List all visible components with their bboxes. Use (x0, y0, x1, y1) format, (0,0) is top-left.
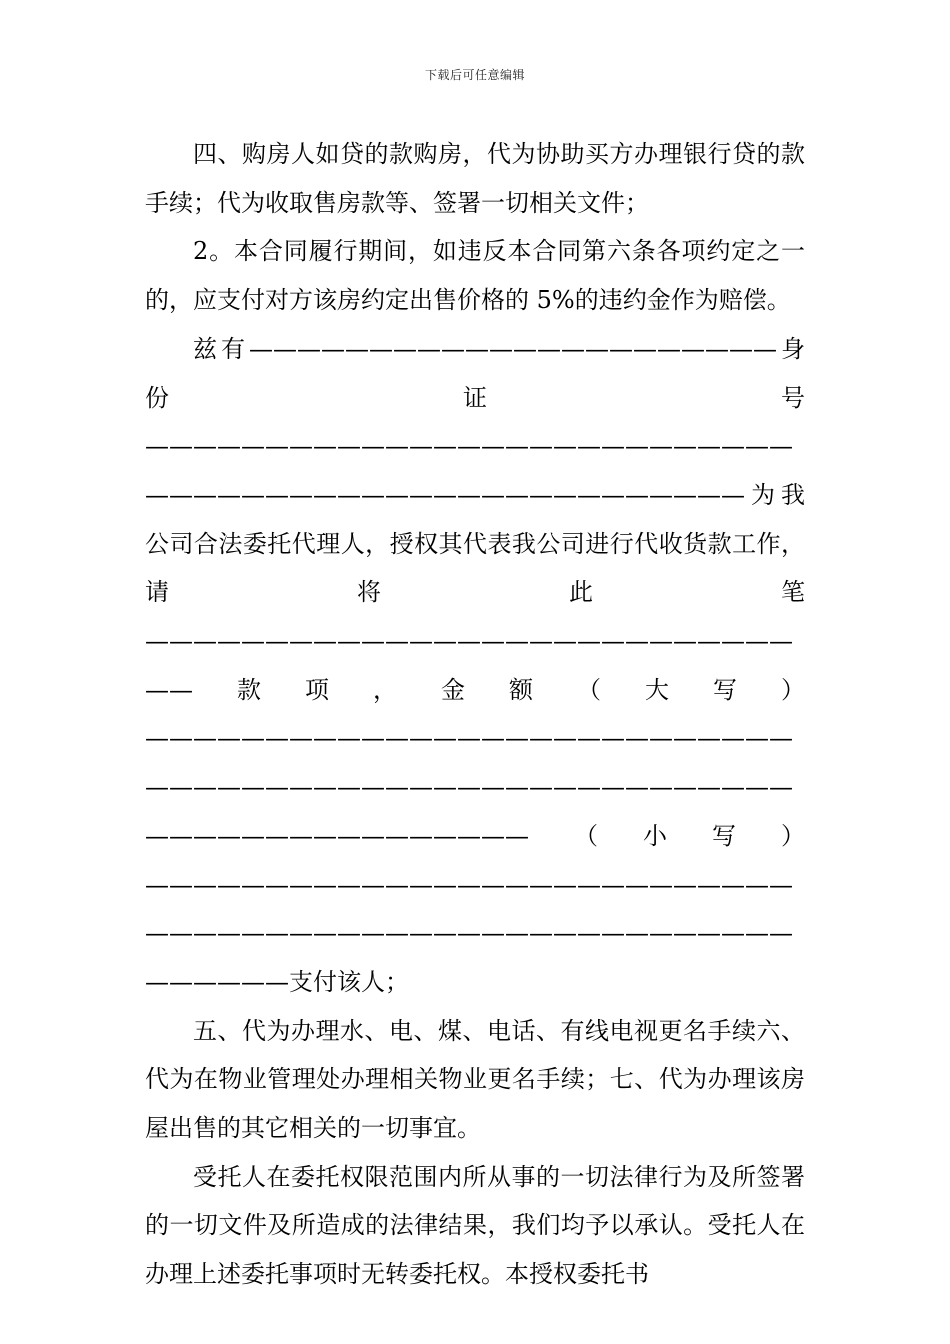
page-header-note: 下载后可任意编辑 (424, 68, 525, 82)
paragraph-loan-assistance: 四、购房人如贷的款购房，代为协助买方办理银行贷的款手续；代为收取售房款等、签署一切相关文件； (145, 140, 805, 217)
document-body (145, 130, 805, 1299)
paragraph-utility-transfer: 五、代为办理水、电、煤、电话、有线电视更名手续六、代为在物业管理处办理相关物业更名手续；七、代为办理该房屋出售的其它相关的一切事宜。 (145, 1016, 805, 1143)
paragraph-agent-authorization: 兹有——————————————————————身份证号————————————————————————————————————————————————————为我公司合法委托代理人，授权其代表我公司进行代收货款工作，请将此笔—————————————————————————————款项，金额（大写）——————————————————————————————————————————————————————————————————————（小写）————————————————————————————————————————————————————————————支付该人； (145, 334, 805, 996)
paragraph-legal-acknowledgement: 受托人在委托权限范围内所从事的一切法律行为及所签署的一切文件及所造成的法律结果，我们均予以承认。受托人在办理上述委托事项时无转委托权。本授权委托书 (145, 1162, 805, 1289)
paragraph-breach-penalty: 2。本合同履行期间，如违反本合同第六条各项约定之一的，应支付对方该房约定出售价格的 5%的违约金作为赔偿。 (145, 237, 805, 315)
